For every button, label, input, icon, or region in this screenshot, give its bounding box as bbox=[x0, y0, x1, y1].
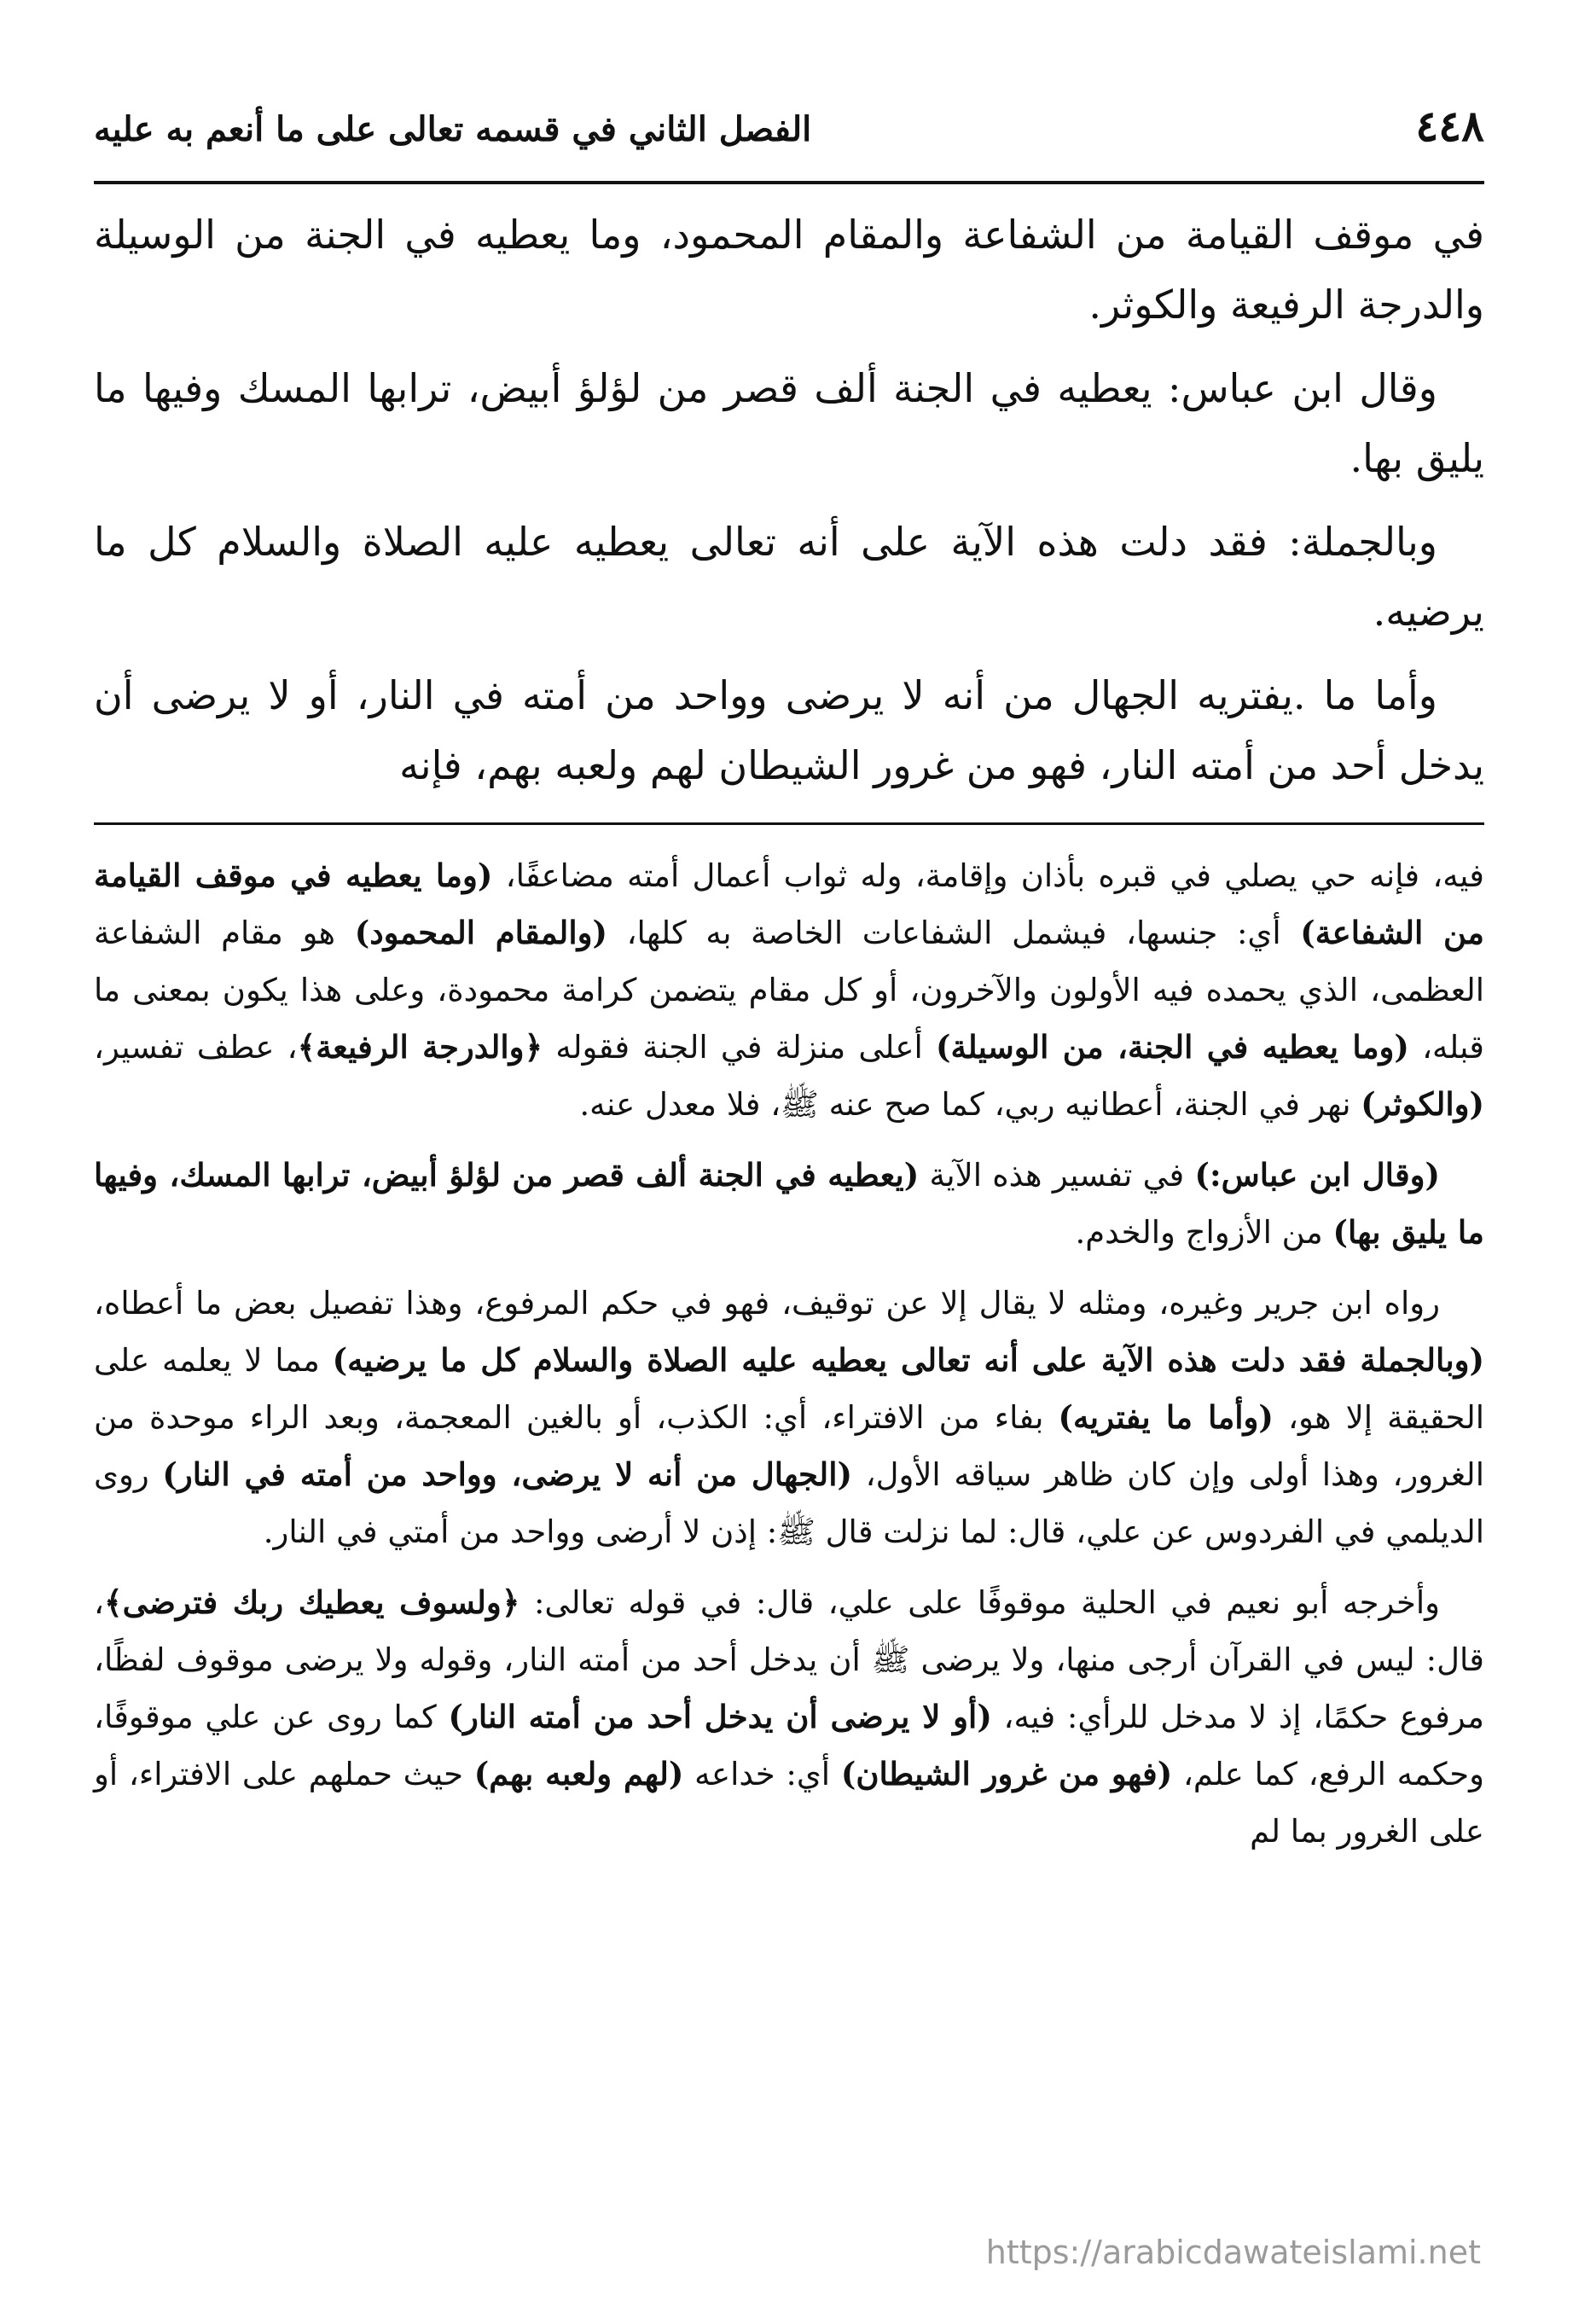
main-paragraph-2: وقال ابن عباس: يعطيه في الجنة ألف قصر من لؤلؤ أبيض، ترابها المسك وفيها ما يليق بها. bbox=[94, 365, 1484, 481]
quoted-matn: (والمقام المحمود) bbox=[354, 914, 607, 951]
commentary-text: ، عطف تفسير، bbox=[94, 1029, 298, 1066]
book-page bbox=[94, 101, 1484, 1874]
main-paragraph-3: وبالجملة: فقد دلت هذه الآية على أنه تعالى يعطيه عليه الصلاة والسلام كل ما يرضيه. bbox=[94, 519, 1484, 635]
main-paragraph-4: وأما ما .يفتريه الجهال من أنه لا يرضى وواحد من أمته في النار، أو لا يرضى أن يدخل أحد من أمته النار، فهو من غرور الشيطان لهم ولعبه بهم، فإنه bbox=[94, 672, 1484, 788]
header-rule bbox=[94, 181, 1484, 184]
quoted-matn: (وما يعطيه في موقف القيامة من الشفاعة) bbox=[94, 857, 1484, 951]
quoted-matn: (وقال ابن عباس:) bbox=[1194, 1156, 1440, 1194]
page-number: ٤٤٨ bbox=[1415, 101, 1484, 151]
commentary-text: كما روى عن علي موقوفًا، وحكمه الرفع، كما علم، bbox=[94, 1699, 1485, 1792]
quoted-matn: (لهم ولعبه بهم) bbox=[473, 1755, 684, 1792]
commentary-text: في تفسير هذه الآية bbox=[919, 1157, 1195, 1194]
quoted-matn: (والكوثر) bbox=[1361, 1085, 1484, 1123]
quoted-verse: ﴿والدرجة الرفيعة﴾ bbox=[297, 1028, 543, 1066]
commentary-text: أعلى منزلة في الجنة فقوله bbox=[543, 1029, 936, 1066]
main-paragraph-1: في موقف القيامة من الشفاعة والمقام المحمود، وما يعطيه في الجنة من الوسيلة والدرجة الرفيعة والكوثر. bbox=[94, 212, 1484, 328]
page-header bbox=[94, 101, 1484, 177]
quoted-matn: (وأما ما يفتريه) bbox=[1058, 1398, 1274, 1436]
commentary bbox=[94, 847, 1484, 1860]
quoted-matn: (الجهال من أنه لا يرضى، وواحد من أمته في النار) bbox=[162, 1455, 852, 1493]
commentary-text: أي: خداعه bbox=[683, 1756, 841, 1792]
commentary-paragraph-3 bbox=[94, 1275, 1484, 1560]
commentary-paragraph-2 bbox=[94, 1147, 1484, 1261]
commentary-text: نهر في الجنة، أعطانيه ربي، كما صح عنه ﷺ، فلا معدل عنه. bbox=[579, 1086, 1361, 1123]
commentary-text: مما لا يعلمه على الحقيقة إلا هو، bbox=[94, 1342, 1484, 1436]
quoted-matn: (وبالجملة فقد دلت هذه الآية على أنه تعالى يعطيه عليه الصلاة والسلام كل ما يرضيه) bbox=[332, 1341, 1485, 1379]
commentary-text: حيث حملهم على الافتراء، أو على الغرور بما لم bbox=[94, 1756, 1484, 1850]
running-title: الفصل الثاني في قسمه تعالى على ما أنعم به عليه bbox=[94, 109, 812, 149]
section-divider bbox=[94, 822, 1484, 825]
commentary-text: أي: جنسها، فيشمل الشفاعات الخاصة به كلها، bbox=[607, 915, 1301, 951]
website-watermark: https://arabicdawateislami.net bbox=[985, 2234, 1481, 2271]
commentary-paragraph-1 bbox=[94, 847, 1484, 1133]
commentary-paragraph-4 bbox=[94, 1574, 1484, 1860]
commentary-text: بفاء من الافتراء، أي: الكذب، أو بالغين المعجمة، وبعد الراء موحدة من الغرور، وهذا أولى وإن كان ظاهر سياقه الأول، bbox=[94, 1399, 1484, 1493]
commentary-text: وأخرجه أبو نعيم في الحلية موقوفًا على علي، قال: في قوله تعالى: bbox=[519, 1584, 1440, 1621]
commentary-text: رواه ابن جرير وغيره، ومثله لا يقال إلا عن توقيف، فهو في حكم المرفوع، وهذا تفصيل بعض ما أعطاه، bbox=[94, 1285, 1440, 1322]
quoted-verse: ﴿ولسوف يعطيك ربك فترضى﴾ bbox=[103, 1583, 520, 1621]
quoted-matn: (أو لا يرضى أن يدخل أحد من أمته النار) bbox=[448, 1698, 992, 1735]
commentary-text: روى الديلمي في الفردوس عن علي، قال: لما نزلت قال ﷺ: إذن لا أرضى وواحد من أمتي في النار. bbox=[94, 1456, 1484, 1550]
quoted-matn: (يعطيه في الجنة ألف قصر من لؤلؤ أبيض، ترابها المسك، وفيها ما يليق بها) bbox=[94, 1156, 1484, 1251]
main-text bbox=[94, 200, 1484, 800]
quoted-matn: (فهو من غرور الشيطان) bbox=[840, 1755, 1173, 1792]
commentary-text: فيه، فإنه حي يصلي في قبره بأذان وإقامة، وله ثواب أعمال أمته مضاعفًا، bbox=[492, 857, 1484, 894]
commentary-text: هو مقام الشفاعة العظمى، الذي يحمده فيه الأولون والآخرون، أو كل مقام يتضمن كرامة محمودة، وعلى هذا يكون بمعنى ما قبله، bbox=[94, 915, 1484, 1066]
commentary-text: من الأزواج والخدم. bbox=[1075, 1214, 1333, 1251]
quoted-matn: (وما يعطيه في الجنة، من الوسيلة) bbox=[936, 1028, 1409, 1066]
commentary-text: ، قال: ليس في القرآن أرجى منها، ولا يرضى ﷺ أن يدخل أحد من أمته النار، وقوله ولا يرضى موقوف لفظًا، مرفوع حكمًا، إذ لا مدخل للرأي: فيه، bbox=[94, 1584, 1484, 1735]
